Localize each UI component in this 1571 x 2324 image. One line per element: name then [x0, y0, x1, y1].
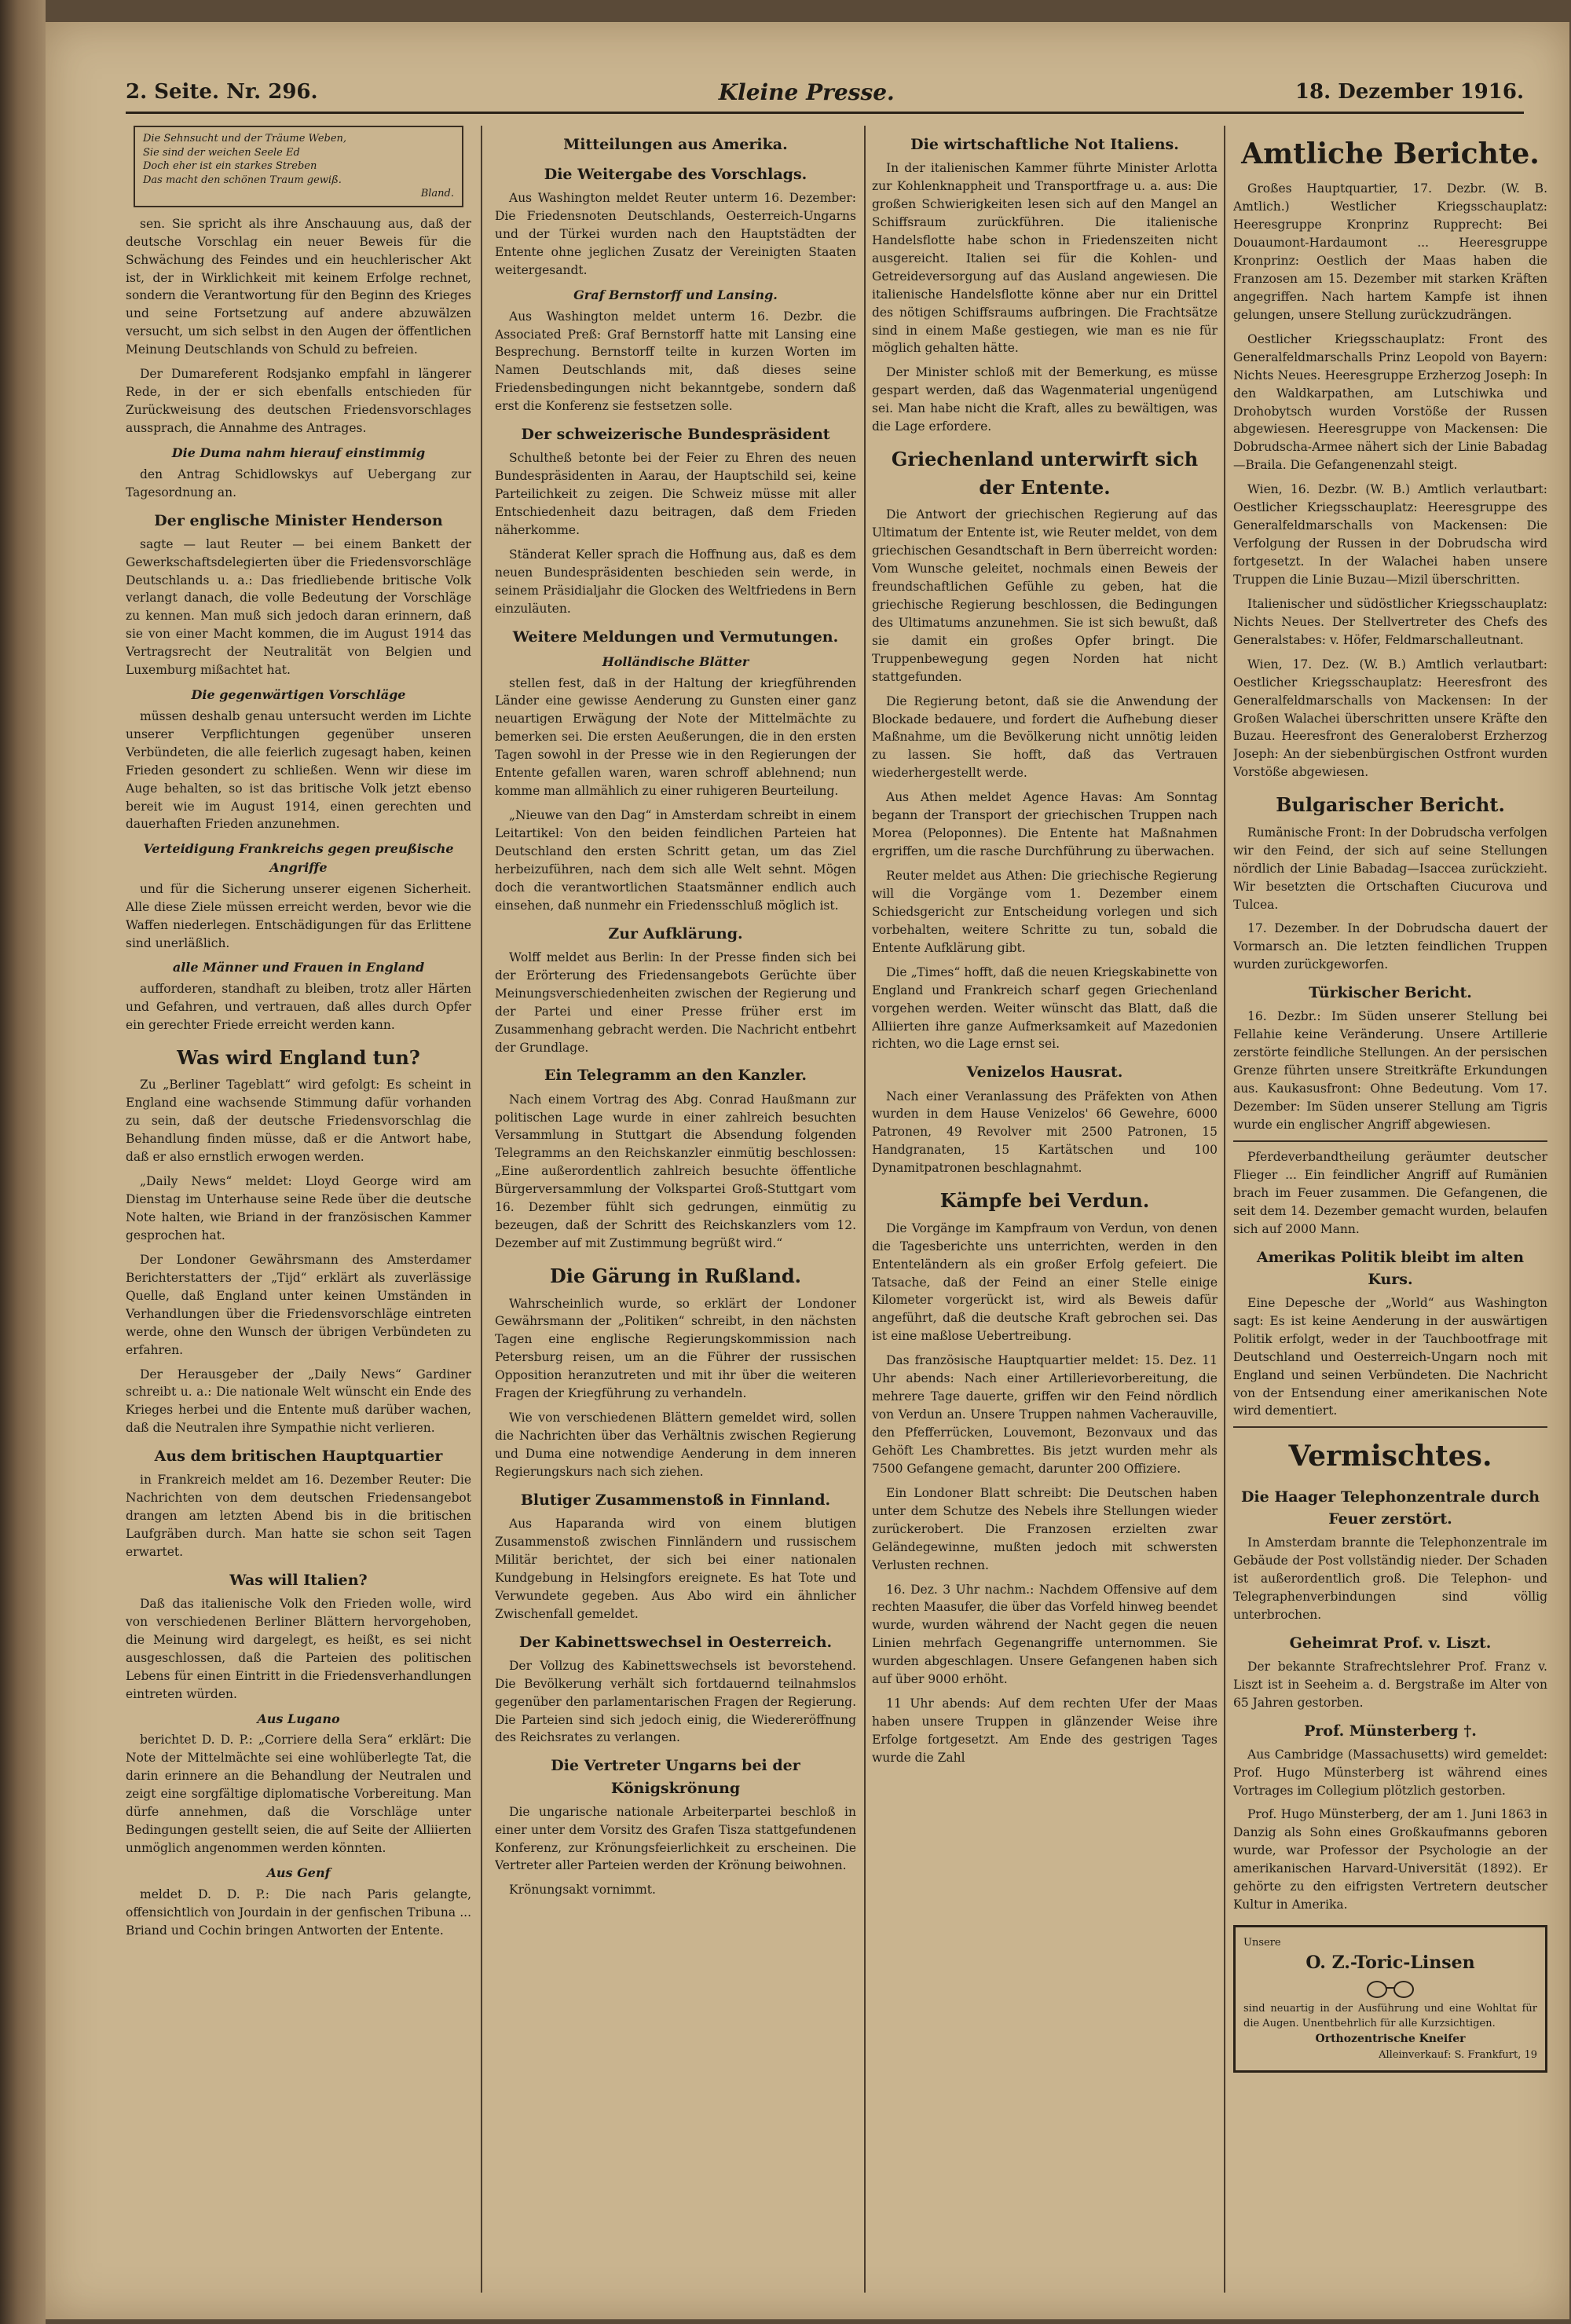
headline: Was wird England tun? — [177, 1045, 420, 1069]
headline: Ein Telegramm an den Kanzler. — [544, 1067, 807, 1085]
headline: Venizelos Hausrat. — [966, 1063, 1123, 1081]
article-text: Das französische Hauptquartier meldet: 15. Dez. 11 Uhr abends: Nach einer Artillerievorbereitung, die mehrere Tage dauerte, griffen wir den Feind nördlich von Verdun an. Unsere Truppen nahmen Vacherauville, den Pfefferrücken, Louvemont, Bezonvaux und das Gehöft Les Chambrettes. Bis jetzt wurden mehr als 7500 Gefangene gemacht, darunter 200 Offiziere. — [872, 1353, 1218, 1476]
article-text: Aus Washington meldet Reuter unterm 16. Dezember: Die Friedensnoten Deutschlands, Oesterreich-Ungarns und der Türkei wurden nach den Hauptstädten der Entente ohne jeglichen Zusatz der Vereinigten Staaten weitergesandt. — [495, 191, 856, 277]
article-text: Pferdeverbandtheilung geräumter deutscher Flieger ... Ein feindlicher Angriff auf Rumänien brach im Feuer zusammen. Die Gefangenen, die seit dem 14. Dezember gemacht wurden, belaufen sich auf 2000 Mann. — [1233, 1149, 1547, 1236]
divider — [1233, 1140, 1547, 1142]
section-heading: Mitteilungen aus Amerika. — [563, 136, 788, 153]
subheading: Die gegenwärtigen Vorschläge — [191, 687, 406, 703]
headline: Aus dem britischen Hauptquartier — [154, 1447, 443, 1466]
issue-date: 18. Dezember 1916. — [1295, 80, 1524, 104]
article-text: 11 Uhr abends: Auf dem rechten Ufer der Maas haben unsere Truppen in glänzender Weise ihre Erfolge fortgesetzt. Am Ende des gestrigen Tages wurde die Zahl — [872, 1696, 1218, 1765]
subheading: alle Männer und Frauen in England — [172, 960, 425, 975]
poem-box — [134, 126, 463, 207]
article-text: In der italienischen Kammer führte Minister Arlotta zur Kohlenknappheit und Transportfrage u. a. aus: Die großen Schwierigkeiten lesen sich auf den Mangel an Schiffsraum zurückführen. Die italienische Handelsflotte habe schon in Friedenszeiten nicht ausgereicht. Italien sei für die Kohlen- und Getreideversorgung auf das Ausland angewiesen. Die italienische Handelsflotte könne aber nur ein Drittel des nötigen Schiffsraums aufbringen. Die Frachtsätze sind in einem Maße gestiegen, wie man es nie für möglich gehalten hätte. — [872, 161, 1218, 356]
article-text: Der Minister schloß mit der Bemerkung, es müsse gespart werden, daß das Wagenmaterial ungenügend sei. Man habe nicht die Kraft, alles zu bewältigen, was die Lage erfordere. — [872, 365, 1218, 434]
headline: Zur Aufklärung. — [608, 924, 743, 942]
article-text: berichtet D. D. P.: „Corriere della Sera“ erklärt: Die Note der Mittelmächte sei eine wohlüberlegte Tat, die darin erinnere an die Behandlung der Neutralen und zeigt eine sorgfältige diplomatische Vorbereitung. Man dürfe annehmen, daß die Vorschläge unter Bedingungen gestellt seien, die auf Seite der Alliierten unmöglich angenommen werden könnten. — [126, 1733, 471, 1856]
article-text: Reuter meldet aus Athen: Die griechische Regierung will die Vorgänge vom 1. Dezember einem Schiedsgericht zur Entscheidung vorlegen und sich vorbehalten, weitere Schritte zu tun, sobald die Entente Aufklärung gibt. — [872, 869, 1218, 955]
subheading: Die Duma nahm hierauf einstimmig — [171, 445, 426, 460]
article-text: den Antrag Schidlowskys auf Uebergang zur Tagesordnung an. — [126, 467, 471, 500]
headline: Kämpfe bei Verdun. — [939, 1189, 1150, 1213]
headline: Die Weitergabe des Vorschlags. — [544, 166, 807, 184]
article-text: Wahrscheinlich wurde, so erklärt der Londoner Gewährsmann der „Politiken“ schreibt, in den nächsten Tagen eine englische Regierungskommission nach Petersburg reisen, um an die Führer der russischen Opposition heranzutreten und mit ihr über die weiteren Fragen der Kriegführung zu verhandeln. — [495, 1296, 856, 1401]
article-text: Rumänische Front: In der Dobrudscha verfolgen wir den Feind, der sich auf seine Stellungen nördlich der Linie Babadag—Isaccea zurückzieht. Wir besetzten die Ortschaften Ciucurova und Tulcea. — [1233, 825, 1547, 912]
article-text: Die Antwort der griechischen Regierung auf das Ultimatum der Entente ist, wie Reuter meldet, von dem griechischen Gesandtschaft in Bern überreicht worden: Vom Wunsche geleitet, nochmals einen Beweis der freundschaftlichen Gefühle zu geben, hat die griechische Regierung beschlossen, die Bedingungen des Ultimatums anzunehmen. Sie ist sich bewußt, daß sie damit ein großes Opfer bringt. Die Truppenbewegung gegen Norden hat nicht stattgefunden. — [872, 507, 1218, 684]
article-text: Der Vollzug des Kabinettswechsels ist bevorstehend. Die Bevölkerung verhält sich fortdauernd teilnahmslos gegenüber den parlamentarischen Fragen der Regierung. Die Parteien sind sich jedoch einig, die Wiedereröffnung des Reichsrates zu verlangen. — [495, 1658, 856, 1745]
article-text: Die Regierung betont, daß sie die Anwendung der Blockade bedauere, und fordert die Aufhebung dieser Maßnahme, um die Bevölkerung nicht unnötig leiden zu lassen. Sie hofft, daß das Vertrauen wiederhergestellt werde. — [872, 694, 1218, 781]
article-text: Aus Washington meldet unterm 16. Dezbr. die Associated Preß: Graf Bernstorff hatte mit Lansing eine Besprechung. Bernstorff teilte in kurzen Worten im Namen Deutschlands mit, daß dieses seine Friedensbedingungen nicht bekanntgebe, sondern daß erst die Konferenz sie festsetzen solle. — [495, 309, 856, 414]
ad-text: sind neuartig in der Ausführung und eine Wohltat für die Augen. Unentbehrlich für alle Kurzsichtigen. — [1243, 2002, 1537, 2030]
article-text: Wien, 17. Dez. (W. B.) Amtlich verlautbart: Oestlicher Kriegsschauplatz: Heeresfront des Generalfeldmarschalls von Mackensen: In der Großen Walachei überschritten unsere Kräfte den Buzau. Heeresfront des Generaloberst Erzherzog Joseph: An der siebenbürgischen Ostfront wurden Vorstöße abgewiesen. — [1233, 657, 1547, 780]
column-2 — [495, 126, 856, 2293]
poem-line: Das macht den schönen Traum gewiß. — [143, 174, 342, 186]
paper-name: Kleine Presse. — [718, 79, 895, 105]
book-spine — [0, 0, 46, 2324]
article-text: „Nieuwe van den Dag“ in Amsterdam schreibt in einem Leitartikel: Von den beiden feindlichen Parteien hat Deutschland den ersten Schritt getan, um das Ziel herbeizuführen, nach dem sich alle Welt sehnt. Mögen doch die verantwortlichen Staatsmänner endlich auch einsehen, daß nunmehr ein Friedensschluß möglich ist. — [495, 808, 856, 913]
headline: Amerikas Politik bleibt im alten Kurs. — [1256, 1248, 1525, 1288]
headline: Weitere Meldungen und Vermutungen. — [512, 628, 839, 646]
headline: Der Kabinettswechsel in Oesterreich. — [518, 1633, 833, 1651]
article-text: sen. Sie spricht als ihre Anschauung aus, daß der deutsche Vorschlag ein neuer Beweis für die Schwächung des Feindes und ein heuchlerischer Akt ist, der in Wirklichkeit mit keinem Erfolge rechnet, sondern die Verantwortung für den Beginn des Krieges und seine Fortsetzung auf andere abzuwälzen versucht, um sich selbst in den Augen der öffentlichen Meinung Deutschlands von Schuld zu befreien. — [126, 216, 471, 357]
column-4 — [1233, 126, 1547, 2293]
section-heading: Vermischtes. — [1288, 1440, 1492, 1473]
article-text: Prof. Hugo Münsterberg, der am 1. Juni 1863 in Danzig als Sohn eines Großkaufmanns geboren wurde, war Professor der Psychologie an der amerikanischen Harvard-Universität (1892). Er gehörte zu den eifrigsten Vertretern deutscher Kultur in Amerika. — [1233, 1807, 1547, 1912]
article-text: 16. Dezbr.: Im Süden unserer Stellung bei Fellahie keine Veränderung. Unsere Artillerie zerstörte feindliche Stellungen. An der persischen Grenze führten unsere Streitkräfte Erkundungen aus. Kaukasusfront: Ohne Bedeutung. Vom 17. Dezember: Im Süden unserer Stellung am Tigris wurde ein englischer Angriff abgewiesen. — [1233, 1009, 1547, 1133]
column-3 — [872, 126, 1218, 2293]
article-text: Aus Athen meldet Agence Havas: Am Sonntag begann der Transport der griechischen Truppen nach Morea (Peloponnes). Die Entente hat Maßnahmen ergriffen, um die rasche Durchführung zu überwachen. — [872, 790, 1218, 859]
article-text: Nach einem Vortrag des Abg. Conrad Haußmann zur politischen Lage wurde in einer zahlreich besuchten Versammlung in Stuttgart die Absendung folgenden Telegramms an den Reichskanzler einmütig beschlossen: „Eine außerordentlich zahlreich besuchte öffentliche Bürgerversammlung der Volkspartei Groß-Stuttgart vom 16. Dezember fühlt sich gedrungen, einmütig zu bezeugen, daß der Schritt des Reichskanzlers vom 12. Dezember auf mit Zustimmung begrüßt wird.“ — [495, 1092, 856, 1251]
headline: Türkischer Bericht. — [1309, 984, 1472, 1002]
subheading: Holländische Blätter — [602, 653, 749, 669]
article-text: Aus Haparanda wird von einem blutigen Zusammenstoß zwischen Finnländern und russischem Militär berichtet, der sich bei einer nationalen Kundgebung in Helsingfors ereignete. Es hat Tote und Verwundete gegeben. Aus Abo wird ein ähnlicher Zwischenfall gemeldet. — [495, 1517, 856, 1621]
column-rule — [1224, 126, 1225, 2293]
subheading: Verteidigung Frankreichs gegen preußische Angriffe — [143, 841, 454, 876]
headline: Die wirtschaftliche Not Italiens. — [910, 136, 1179, 153]
poem-line: Sie sind der weichen Seele Ed — [143, 146, 300, 159]
column-rule — [864, 126, 866, 2293]
headline: Geheimrat Prof. v. Liszt. — [1289, 1634, 1492, 1652]
article-text: sagte — laut Reuter — bei einem Bankett der Gewerkschaftsdelegierten über die Friedensvorschläge Deutschlands u. a.: Das friedliebende britische Volk verlangt danach, die volle Bedeutung der Vorschläge zu kennen. Man muß sich jedoch daran erinnern, daß sie von einer Macht kommen, die im August 1914 das Vertragsrecht der Neutralität von Belgien und Luxemburg mißachtet hat. — [126, 536, 471, 678]
article-text: Wolff meldet aus Berlin: In der Presse finden sich bei der Erörterung des Friedensangebots Gerüchte über Meinungsverschiedenheiten zwischen der Regierung und der Partei und einer Presse früher erst im Zusammenhang gebracht werden. Die Nachricht entbehrt der Grundlage. — [495, 950, 856, 1055]
article-text: Die ungarische nationale Arbeiterpartei beschloß in einer unter dem Vorsitz des Grafen Tisza stattgefundenen Konferenz, zur Krönungsfeierlichkeit zu erscheinen. Die Vertreter aller Parteien werden der Krönung beiwohnen. — [495, 1804, 856, 1873]
headline: Prof. Münsterberg †. — [1304, 1722, 1477, 1740]
column-1 — [126, 126, 471, 2293]
masthead — [126, 72, 1524, 114]
article-text: stellen fest, daß in der Haltung der kriegführenden Länder eine gewisse Aenderung zu Gunsten einer ganz neuartigen Erwägung der Note der Mittelmächte zu bemerken sei. Die ersten Aeußerungen, die in den ersten Tagen sowohl in der Presse wie in den Regierungen der Entente gefallen waren, waren schroff ablehnend; nun komme man allmählich zu einer ruhigeren Beurteilung. — [495, 675, 856, 799]
page-number: 2. Seite. Nr. 296. — [126, 80, 318, 104]
article-text: und für die Sicherung unserer eigenen Sicherheit. Alle diese Ziele müssen erreicht werden, bevor wie die Waffen niederlegen. Entschädigungen für das Erlittene sind unerläßlich. — [126, 881, 471, 950]
eyeglasses-icon — [1367, 1979, 1414, 1998]
headline: Die Haager Telephonzentrale durch Feuer zerstört. — [1240, 1488, 1540, 1528]
article-text: Aus Cambridge (Massachusetts) wird gemeldet: Prof. Hugo Münsterberg ist während eines Vortrages im Collegium plötzlich gestorben. — [1233, 1747, 1547, 1798]
poem-author: Bland. — [420, 188, 454, 200]
headline: Der schweizerische Bundespräsident — [521, 426, 830, 444]
article-text: Der Londoner Gewährsmann des Amsterdamer Berichterstatters der „Tijd“ erklärt als zuverlässige Quelle, daß England unter keinen Umständen in Verhandlungen über die Friedensvorschläge eintreten werde, ohne den Wunsch der übrigen Verbündeten zu erfahren. — [126, 1252, 471, 1357]
article-text: Wien, 16. Dezbr. (W. B.) Amtlich verlautbart: Oestlicher Kriegsschauplatz: Heeresgruppe des Generalfeldmarschalls von Mackensen: Die Verfolgung der Russen in der Dobrudscha wird fortgesetzt. In der Walachei haben unsere Truppen die Linie Buzau—Mizil überschritten. — [1233, 482, 1547, 587]
subheading: Graf Bernstorff und Lansing. — [573, 287, 778, 302]
divider — [1233, 1426, 1547, 1428]
article-text: in Frankreich meldet am 16. Dezember Reuter: Die Nachrichten von dem deutschen Friedensangebot drangen am letzten Abend bis in die britischen Laufgräben durch. Man hatte sie schon seit Tagen erwartet. — [126, 1473, 471, 1560]
article-text: Nach einer Veranlassung des Präfekten von Athen wurden in dem Hause Venizelos' 66 Gewehre, 6000 Patronen, 49 Revolver mit 2500 Patronen, 15 Handgranaten, 15 Kartätschen und 100 Dynamitpatronen beschlagnahmt. — [872, 1089, 1218, 1176]
article-text: aufforderen, standhaft zu bleiben, trotz aller Härten und Gefahren, und vertrauen, daß alles durch Opfer ein gerechter Friede erreicht werden kann. — [126, 982, 471, 1033]
poem-line: Doch eher ist ein starkes Streben — [143, 160, 317, 173]
headline: Die Vertreter Ungarns bei der Königskrönung — [551, 1757, 800, 1797]
article-text: Der bekannte Strafrechtslehrer Prof. Franz v. Liszt ist in Seeheim a. d. Bergstraße im Alter von 65 Jahren gestorben. — [1233, 1659, 1547, 1710]
article-text: Krönungsakt vornimmt. — [509, 1883, 656, 1898]
article-text: In Amsterdam brannte die Telephonzentrale im Gebäude der Post vollständig nieder. Der Schaden ist außerordentlich groß. Die Telephon- und Telegraphenverbindungen sind völlig unterbrochen. — [1233, 1535, 1547, 1622]
article-text: Wie von verschiedenen Blättern gemeldet wird, sollen die Nachrichten über das Verhältnis zwischen Regierung und Duma eine notwendige Aenderung in dem inneren Regierungskurs nach sich ziehen. — [495, 1411, 856, 1479]
article-text: Zu „Berliner Tageblatt“ wird gefolgt: Es scheint in England eine wachsende Stimmung dafür vorhanden zu sein, daß der deutsche Friedensvorschlag die Behandlung finden müsse, daß er die Antwort habe, daß er also ernstlich erwogen werden. — [126, 1078, 471, 1165]
ad-footer: Alleinverkauf: S. Frankfurt, 19 — [1379, 2049, 1537, 2062]
advertisement — [1233, 1925, 1547, 2073]
article-text: Großes Hauptquartier, 17. Dezbr. (W. B. Amtlich.) Westlicher Kriegsschauplatz: Heeresgruppe Kronprinz Rupprecht: Bei Douaumont-Hardaumont ... Heeresgruppe Kronprinz: Oestlich der Maas haben die Franzosen am 15. Dezember mit starken Kräften angegriffen. Nach hartem Kampfe ist ihnen gelungen, unsere Stellung zurückzudrängen. — [1233, 181, 1547, 322]
ad-prefix: Unsere — [1243, 1937, 1281, 1949]
article-text: Daß das italienische Volk den Frieden wolle, wird von verschiedenen Berliner Blättern hervorgehoben, die Meinung wird dargelegt, es heißt, es sei nicht ausgeschlossen, daß die Parteien des politischen Lebens für einen Eintritt in die Friedensverhandlungen eintreten würden. — [126, 1597, 471, 1701]
subheading: Aus Lugano — [257, 1711, 340, 1726]
headline: Griechenland unterwirft sich der Entente. — [891, 448, 1199, 499]
article-text: Eine Depesche der „World“ aus Washington sagt: Es ist keine Aenderung in der auswärtigen Politik erfolgt, weder in der Tauchbootfrage mit Deutschland und Oesterreich-Ungarn noch mit England und seinen Verbündeten. Die Nachricht von der Entsendung einer amerikanischen Note wird dementiert. — [1233, 1295, 1547, 1418]
article-text: Oestlicher Kriegsschauplatz: Front des Generalfeldmarschalls Prinz Leopold von Bayern: Nichts Neues. Heeresgruppe Erzherzog Joseph: In den Waldkarpathen, am Lutschiwka und Drohobytsch wurden Vorstöße der Russen abgewiesen. Heeresgruppe von Mackensen: Die Dobrudscha-Armee nähert sich der Linie Babadag—Braila. Die Gefangenenzahl steigt. — [1233, 331, 1547, 473]
article-text: meldet D. D. P.: Die nach Paris gelangte, offensichtlich von Jourdain in der genfischen Tribuna ... Briand und Cochin bringen Antworten der Entente. — [126, 1887, 471, 1938]
ad-brand: O. Z.-Toric-Linsen — [1306, 1953, 1475, 1974]
article-text: Die „Times“ hofft, daß die neuen Kriegskabinette von England und Frankreich scharf gegen Griechenland vorgehen werden. Weiter wünscht das Blatt, daß die Alliierten ihre ganze Aufmerksamkeit auf Mazedonien richten, wo die Lage ernst sei. — [872, 964, 1218, 1052]
article-text: Ein Londoner Blatt schreibt: Die Deutschen haben unter dem Schutze des Nebels ihre Stellungen wieder zurückerobert. Die Franzosen erzielten zwar Geländegewinne, mußten jedoch mit schwersten Verlusten rechnen. — [872, 1485, 1218, 1572]
article-text: Der Herausgeber der „Daily News“ Gardiner schreibt u. a.: Die nationale Welt wünscht ein Ende des Krieges herbei und die Entente muß darüber wachen, daß die Neutralen ihre Sympathie nicht verlieren. — [126, 1367, 471, 1436]
article-text: müssen deshalb genau untersucht werden im Lichte unserer Verpflichtungen gegenüber unseren Verbündeten, die alle feierlich zugesagt haben, keinen Frieden gesondert zu schließen. Wenn wir diese im Auge behalten, so ist das britische Volk jetzt ebenso bereit wie im August 1914, einen gerechten und dauerhaften Frieden anzunehmen. — [126, 708, 471, 832]
article-text: Italienischer und südöstlicher Kriegsschauplatz: Nichts Neues. Der Stellvertreter des Chefs des Generalstabes: v. Höfer, Feldmarschalleutnant. — [1233, 596, 1547, 647]
section-heading: Amtliche Berichte. — [1241, 137, 1540, 170]
article-text: „Daily News“ meldet: Lloyd George wird am Dienstag im Unterhause seine Rede über die deutsche Note halten, wie Briand in der französischen Kammer gesprochen hat. — [126, 1174, 471, 1243]
ad-shop: Orthozentrische Kneifer — [1315, 2033, 1466, 2046]
article-text: Die Vorgänge im Kampfraum von Verdun, von denen die Tagesberichte uns unterrichten, werden in den Ententeländern als ein großer Erfolg gefeiert. Die Tatsache, daß der Feind an einer Stelle einige Kilometer vorgerückt ist, wird als Beweis dafür angeführt, daß die deutsche Kraft gebrochen sei. Das ist eine maßlose Uebertreibung. — [872, 1221, 1218, 1344]
poem-line: Die Sehnsucht und der Träume Weben, — [143, 133, 347, 145]
article-text: Der Dumareferent Rodsjanko empfahl in längerer Rede, in der er sich ebenfalls entschieden für Zurückweisung des deutschen Friedensvorschlages aussprach, die Annahme des Antrages. — [126, 367, 471, 436]
headline: Bulgarischer Bericht. — [1276, 793, 1505, 817]
article-text: 17. Dezember. In der Dobrudscha dauert der Vormarsch an. Die letzten feindlichen Truppen wurden zurückgeworfen. — [1233, 921, 1547, 972]
headline: Der englische Minister Henderson — [154, 511, 443, 529]
headline: Was will Italien? — [229, 1572, 368, 1590]
article-text: Ständerat Keller sprach die Hoffnung aus, daß es dem neuen Bundespräsidenten beschieden sein werde, in seinem Präsidialjahr die Glocken des Weltfriedens in Bern einzuläuten. — [495, 547, 856, 616]
headline: Blutiger Zusammenstoß in Finnland. — [520, 1491, 831, 1509]
column-rule — [481, 126, 482, 2293]
article-text: 16. Dez. 3 Uhr nachm.: Nachdem Offensive auf dem rechten Maasufer, die über das Vorfeld hinweg beendet wurde, wurden während der Nacht gegen die neuen Linien mehrfach Gegenangriffe unternommen. Sie wurden abgeschlagen. Unsere Gefangenen haben sich auf über 9000 erhöht. — [872, 1582, 1218, 1687]
subheading: Aus Genf — [266, 1865, 331, 1881]
article-text: Schultheß betonte bei der Feier zu Ehren des neuen Bundespräsidenten in Aarau, der Hauptschild sei, keine Parteilichkeit zu zeigen. Die Schweiz müsse mit aller Entschiedenheit dazu beitragen, daß dem Frieden näherkomme. — [495, 451, 856, 538]
headline: Die Gärung in Rußland. — [549, 1264, 802, 1287]
